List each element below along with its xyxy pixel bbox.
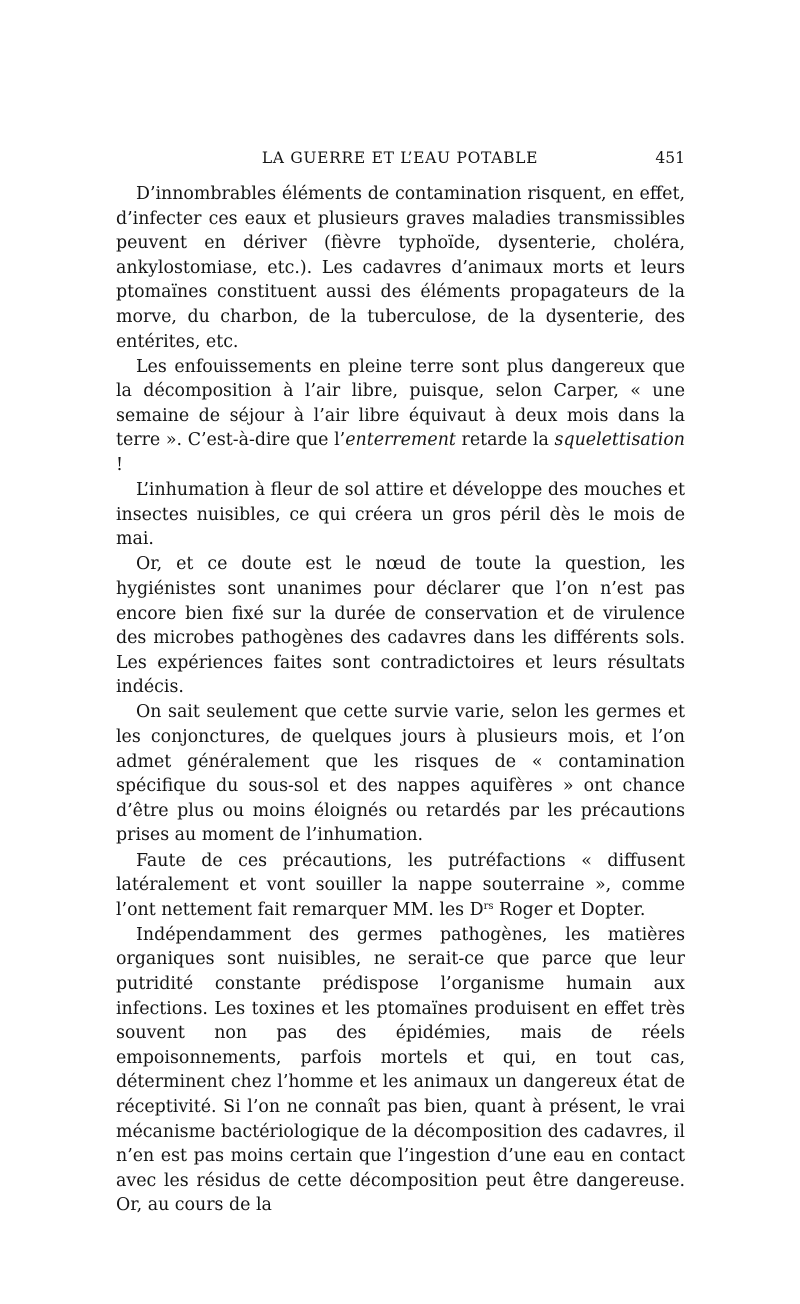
superscript-rs: rs	[483, 900, 494, 912]
paragraph-6-text-b: Roger et Dopter.	[493, 899, 646, 920]
italic-term-squelettisation: squelettisation	[554, 430, 685, 451]
running-title: LA GUERRE ET L’EAU POTABLE	[261, 149, 539, 167]
paragraph-4: Or, et ce doute est le nœud de toute la question, les hygiénistes sont unanimes pour déclarer que l’on n’est pas encore bien fixé sur la durée de conservation et de virulence des microbes pathogènes des cadavres dans les différents sols. Les expériences faites sont contradictoires et leurs résultats indécis.	[116, 554, 685, 698]
paragraph-2-text-a: Les enfouissements en pleine terre sont plus dangereux que la décomposition à l’air libre, puisque, selon Carper, « une semaine de séjour à l’air libre équivaut à deux mois dans la terre ». C’est-à-dire que l’	[116, 356, 685, 451]
body-text	[116, 182, 685, 1218]
paragraph-2-text-b: retarde la	[455, 430, 555, 451]
paragraph-2-text-c: !	[116, 455, 123, 476]
page-header	[115, 146, 685, 170]
paragraph-1: D’innombrables éléments de contamination risquent, en effet, d’infecter ces eaux et plusieurs graves maladies transmissibles peuvent en dériver (fièvre typhoïde, dysenterie, choléra, ankylostomiase, etc.). Les cadavres d’animaux morts et leurs ptomaïnes constituent aussi des éléments propagateurs de la morve, du charbon, de la tuberculose, de la dysenterie, des entérites, etc.	[116, 184, 685, 352]
paragraph-3: L’inhumation à fleur de sol attire et développe des mouches et insectes nuisibles, ce qui créera un gros péril dès le mois de mai.	[116, 480, 685, 550]
page-number: 451	[655, 149, 685, 167]
paragraph-2	[116, 355, 685, 478]
italic-term-enterrement: enterrement	[345, 430, 456, 451]
paragraph-6-text-a: Faute de ces précautions, les putréfactions « diffusent latéralement et vont souiller la nappe souterraine », comme l’ont nettement fait remarquer MM. les D	[116, 850, 685, 920]
paragraph-5: On sait seulement que cette survie varie, selon les germes et les conjonctures, de quelques jours à plusieurs mois, et l’on admet généralement que les risques de « contamination spécifique du sous-sol et des nappes aquifères » ont chance d’être plus ou moins éloignés ou retardés par les précautions prises au moment de l’inhumation.	[116, 702, 685, 846]
paragraph-6	[116, 849, 685, 923]
paragraph-7: Indépendamment des germes pathogènes, les matières organiques sont nuisibles, ne serait-ce que parce que leur putridité constante prédispose l’organisme humain aux infections. Les toxines et les ptomaïnes produisent en effet très souvent non pas des épidémies, mais de réels empoisonnements, parfois mortels et qui, en tout cas, déterminent chez l’homme et les animaux un dangereux état de réceptivité. Si l’on ne connaît pas bien, quant à présent, le vrai mécanisme bactériologique de la décomposition des cadavres, il n’en est pas moins certain que l’ingestion d’une eau en contact avec les résidus de cette décomposition peut être dangereuse. Or, au cours de la	[116, 924, 685, 1216]
